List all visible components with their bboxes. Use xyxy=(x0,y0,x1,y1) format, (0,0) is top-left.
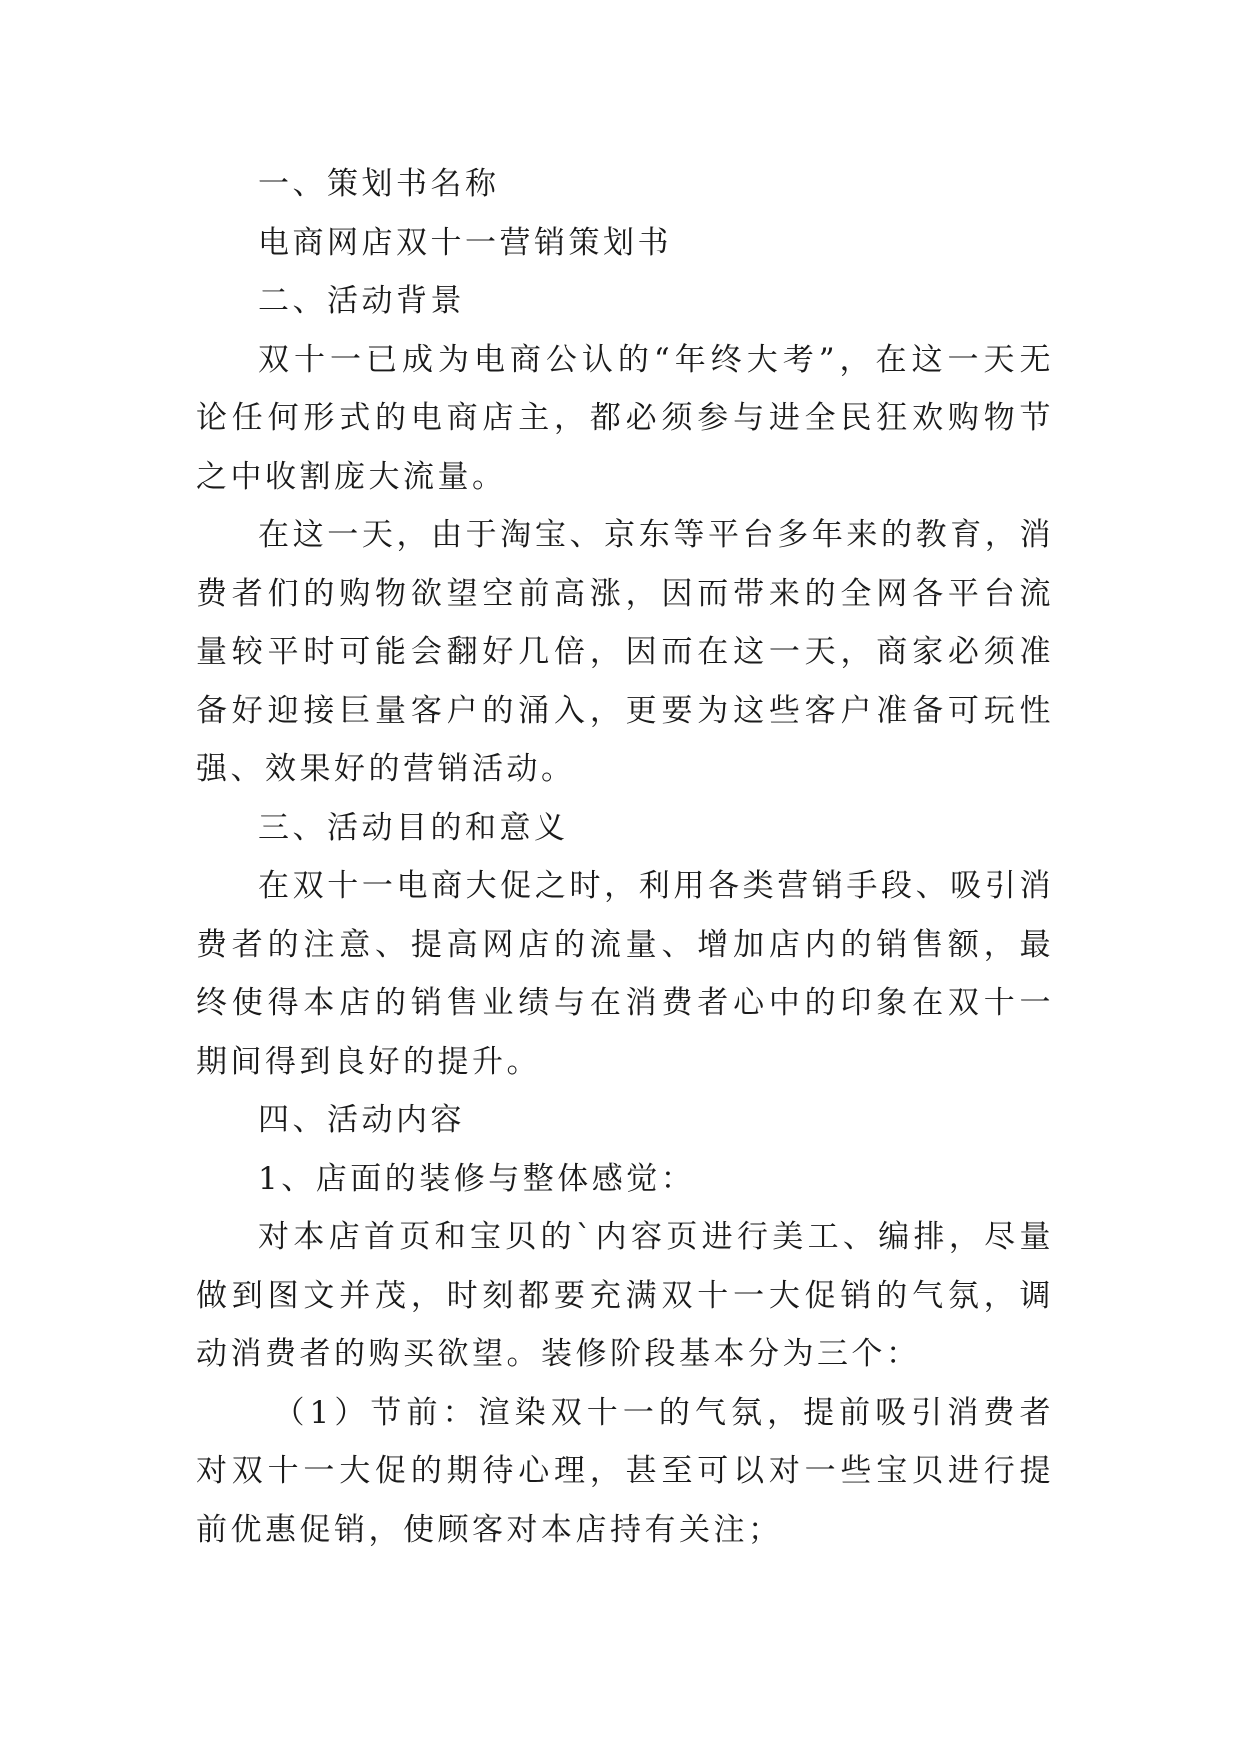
document-body xyxy=(196,155,1054,1559)
section-heading-content: 四、活动内容 xyxy=(258,1102,465,1138)
section-heading-purpose: 三、活动目的和意义 xyxy=(258,809,569,846)
section-heading-plan-name: 一、策划书名称 xyxy=(258,166,500,202)
decoration-stage-1: （1）节前：渲染双十一的气氛，提前吸引消费者对双十一大促的期待心理，甚至可以对一些宝贝进行提前优惠促销，使顾客对本店持有关注； xyxy=(196,1394,1054,1548)
background-paragraph-2: 在这一天，由于淘宝、京东等平台多年来的教育，消费者们的购物欲望空前高涨，因而带来的全网各平台流量较平时可能会翻好几倍，因而在这一天，商家必须准备好迎接巨量客户的涌入，更要为这些客户准备可玩性强、效果好的营销活动。 xyxy=(196,517,1054,787)
purpose-paragraph: 在双十一电商大促之时，利用各类营销手段、吸引消费者的注意、提高网店的流量、增加店内的销售额，最终使得本店的销售业绩与在消费者心中的印象在双十一期间得到良好的提升。 xyxy=(196,868,1054,1080)
section-heading-background: 二、活动背景 xyxy=(258,283,465,319)
subsection-heading-store-decoration: 1、店面的装修与整体感觉： xyxy=(258,1160,696,1197)
decoration-paragraph: 对本店首页和宝贝的`内容页进行美工、编排，尽量做到图文并茂，时刻都要充满双十一大促销的气氛，调动消费者的购买欲望。装修阶段基本分为三个： xyxy=(196,1219,1054,1372)
plan-title: 电商网店双十一营销策划书 xyxy=(258,224,672,261)
background-paragraph-1: 双十一已成为电商公认的“年终大考”，在这一天无论任何形式的电商店主，都必须参与进全民狂欢购物节之中收割庞大流量。 xyxy=(196,341,1054,495)
